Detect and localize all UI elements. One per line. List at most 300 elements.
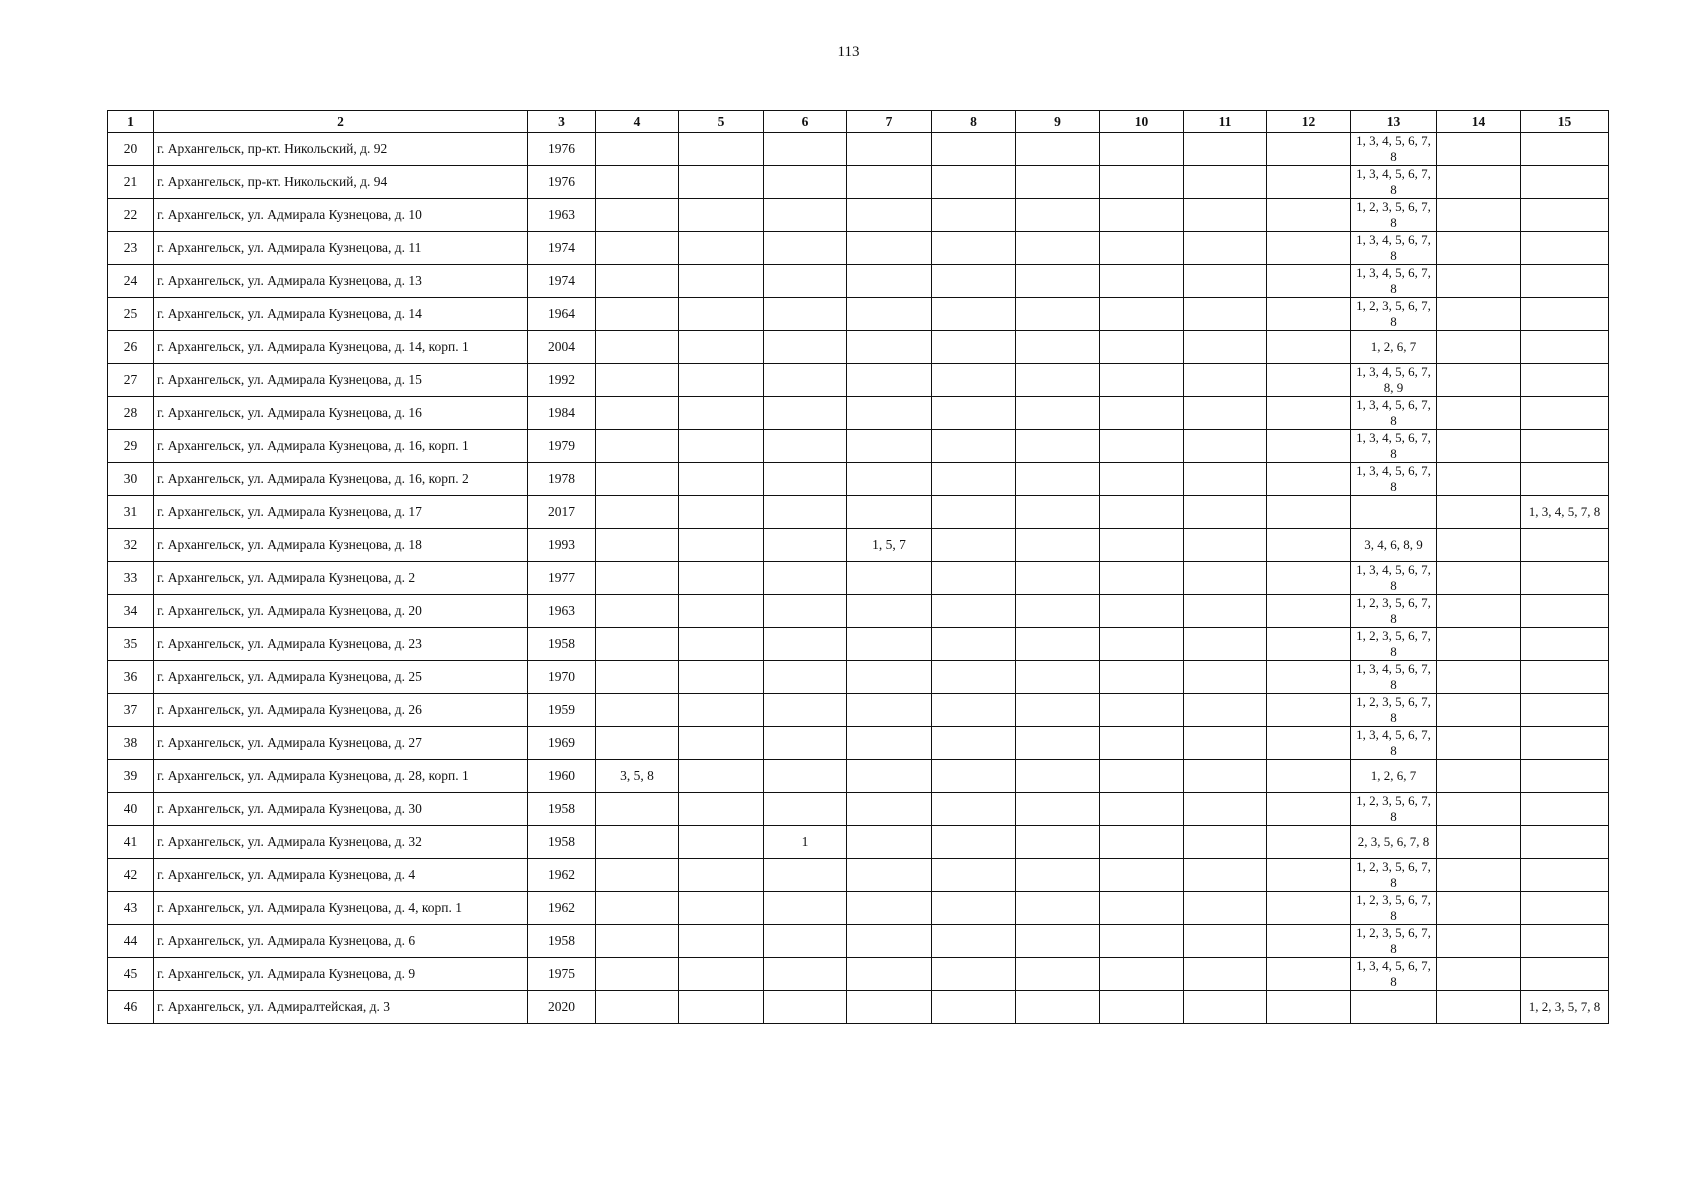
table-row [108, 463, 1609, 496]
cell-address: г. Архангельск, ул. Адмирала Кузнецова, д. 13 [154, 265, 528, 298]
table-row [108, 661, 1609, 694]
cell-c4 [596, 826, 679, 859]
cell-c4 [596, 661, 679, 694]
cell-c15 [1521, 397, 1609, 430]
cell-c13: 1, 2, 3, 5, 6, 7, 8 [1351, 859, 1437, 892]
cell-c9 [1016, 463, 1100, 496]
cell-c12 [1267, 727, 1351, 760]
cell-c9 [1016, 562, 1100, 595]
cell-year: 1979 [528, 430, 596, 463]
cell-c12 [1267, 199, 1351, 232]
cell-year: 1976 [528, 133, 596, 166]
cell-c10 [1100, 793, 1184, 826]
cell-address: г. Архангельск, ул. Адмиралтейская, д. 3 [154, 991, 528, 1024]
cell-c14 [1437, 694, 1521, 727]
cell-c14 [1437, 760, 1521, 793]
cell-address: г. Архангельск, ул. Адмирала Кузнецова, д. 16 [154, 397, 528, 430]
cell-c12 [1267, 232, 1351, 265]
cell-c15 [1521, 562, 1609, 595]
cell-c5 [679, 859, 764, 892]
cell-c11 [1184, 166, 1267, 199]
cell-n: 31 [108, 496, 154, 529]
cell-c6 [764, 595, 847, 628]
cell-c6 [764, 265, 847, 298]
cell-c12 [1267, 265, 1351, 298]
cell-c10 [1100, 166, 1184, 199]
cell-c13: 1, 2, 6, 7 [1351, 760, 1437, 793]
cell-c9 [1016, 859, 1100, 892]
cell-c12 [1267, 793, 1351, 826]
cell-year: 1962 [528, 859, 596, 892]
cell-c15 [1521, 430, 1609, 463]
cell-n: 28 [108, 397, 154, 430]
cell-c8 [932, 628, 1016, 661]
cell-n: 25 [108, 298, 154, 331]
cell-c12 [1267, 364, 1351, 397]
cell-c10 [1100, 265, 1184, 298]
cell-n: 22 [108, 199, 154, 232]
cell-c9 [1016, 166, 1100, 199]
cell-c6 [764, 529, 847, 562]
cell-c11 [1184, 496, 1267, 529]
cell-c11 [1184, 892, 1267, 925]
cell-c7 [847, 430, 932, 463]
cell-c11 [1184, 298, 1267, 331]
cell-c13: 1, 3, 4, 5, 6, 7, 8 [1351, 265, 1437, 298]
cell-c13: 1, 2, 3, 5, 6, 7, 8 [1351, 595, 1437, 628]
cell-c15 [1521, 331, 1609, 364]
cell-c5 [679, 529, 764, 562]
cell-year: 1963 [528, 595, 596, 628]
cell-c11 [1184, 133, 1267, 166]
cell-c14 [1437, 331, 1521, 364]
cell-c15 [1521, 892, 1609, 925]
cell-c13 [1351, 496, 1437, 529]
cell-c13: 1, 3, 4, 5, 6, 7, 8 [1351, 463, 1437, 496]
cell-c14 [1437, 199, 1521, 232]
cell-c6 [764, 760, 847, 793]
header-row [108, 111, 1609, 133]
cell-c5 [679, 694, 764, 727]
cell-c15 [1521, 133, 1609, 166]
cell-c13: 1, 3, 4, 5, 6, 7, 8 [1351, 430, 1437, 463]
cell-c12 [1267, 991, 1351, 1024]
cell-c8 [932, 859, 1016, 892]
cell-c14 [1437, 628, 1521, 661]
cell-c6 [764, 859, 847, 892]
cell-year: 1963 [528, 199, 596, 232]
cell-c11 [1184, 859, 1267, 892]
table-row [108, 430, 1609, 463]
cell-c8 [932, 463, 1016, 496]
cell-c4 [596, 496, 679, 529]
cell-c9 [1016, 133, 1100, 166]
cell-c11 [1184, 595, 1267, 628]
cell-c15 [1521, 760, 1609, 793]
cell-c15 [1521, 199, 1609, 232]
cell-address: г. Архангельск, ул. Адмирала Кузнецова, д. 15 [154, 364, 528, 397]
cell-c14 [1437, 793, 1521, 826]
cell-c6 [764, 298, 847, 331]
cell-n: 42 [108, 859, 154, 892]
cell-c9 [1016, 628, 1100, 661]
cell-c7 [847, 661, 932, 694]
cell-c12 [1267, 859, 1351, 892]
cell-c4 [596, 694, 679, 727]
cell-address: г. Архангельск, ул. Адмирала Кузнецова, д. 4 [154, 859, 528, 892]
cell-c4 [596, 298, 679, 331]
cell-c5 [679, 463, 764, 496]
cell-address: г. Архангельск, ул. Адмирала Кузнецова, д. 17 [154, 496, 528, 529]
cell-c7 [847, 727, 932, 760]
cell-c15 [1521, 298, 1609, 331]
cell-year: 1959 [528, 694, 596, 727]
cell-address: г. Архангельск, ул. Адмирала Кузнецова, д. 18 [154, 529, 528, 562]
cell-year: 1992 [528, 364, 596, 397]
cell-n: 40 [108, 793, 154, 826]
cell-c14 [1437, 364, 1521, 397]
cell-c11 [1184, 463, 1267, 496]
cell-address: г. Архангельск, пр-кт. Никольский, д. 94 [154, 166, 528, 199]
cell-c11 [1184, 562, 1267, 595]
cell-c6 [764, 199, 847, 232]
cell-c9 [1016, 793, 1100, 826]
cell-year: 2004 [528, 331, 596, 364]
cell-c9 [1016, 826, 1100, 859]
cell-c8 [932, 793, 1016, 826]
column-header-8: 8 [932, 111, 1016, 133]
cell-c7 [847, 760, 932, 793]
cell-c14 [1437, 166, 1521, 199]
cell-c11 [1184, 760, 1267, 793]
cell-c7 [847, 826, 932, 859]
cell-c11 [1184, 661, 1267, 694]
cell-c7 [847, 595, 932, 628]
cell-c11 [1184, 694, 1267, 727]
cell-c8 [932, 826, 1016, 859]
cell-c8 [932, 265, 1016, 298]
cell-year: 1978 [528, 463, 596, 496]
cell-c12 [1267, 661, 1351, 694]
cell-c6 [764, 331, 847, 364]
cell-c12 [1267, 463, 1351, 496]
cell-c7 [847, 793, 932, 826]
cell-c8 [932, 661, 1016, 694]
cell-c10 [1100, 496, 1184, 529]
cell-c5 [679, 628, 764, 661]
table-row [108, 958, 1609, 991]
cell-n: 23 [108, 232, 154, 265]
cell-n: 37 [108, 694, 154, 727]
cell-n: 35 [108, 628, 154, 661]
cell-c8 [932, 925, 1016, 958]
cell-c14 [1437, 991, 1521, 1024]
table-row [108, 628, 1609, 661]
cell-c13: 1, 3, 4, 5, 6, 7, 8 [1351, 562, 1437, 595]
cell-address: г. Архангельск, ул. Адмирала Кузнецова, д. 6 [154, 925, 528, 958]
cell-year: 1962 [528, 892, 596, 925]
cell-address: г. Архангельск, ул. Адмирала Кузнецова, д. 11 [154, 232, 528, 265]
cell-c4 [596, 232, 679, 265]
cell-c15 [1521, 661, 1609, 694]
cell-year: 1958 [528, 628, 596, 661]
cell-c7 [847, 892, 932, 925]
cell-c9 [1016, 496, 1100, 529]
cell-c15 [1521, 232, 1609, 265]
cell-c10 [1100, 331, 1184, 364]
column-header-12: 12 [1267, 111, 1351, 133]
cell-c15 [1521, 628, 1609, 661]
cell-year: 1974 [528, 265, 596, 298]
cell-c10 [1100, 760, 1184, 793]
cell-c6 [764, 463, 847, 496]
cell-c9 [1016, 232, 1100, 265]
cell-c10 [1100, 562, 1184, 595]
cell-c10 [1100, 595, 1184, 628]
cell-year: 1958 [528, 925, 596, 958]
cell-c9 [1016, 199, 1100, 232]
column-header-14: 14 [1437, 111, 1521, 133]
cell-c7 [847, 562, 932, 595]
cell-c5 [679, 133, 764, 166]
cell-address: г. Архангельск, ул. Адмирала Кузнецова, д. 30 [154, 793, 528, 826]
cell-c4 [596, 199, 679, 232]
cell-c4 [596, 595, 679, 628]
cell-c10 [1100, 628, 1184, 661]
cell-c9 [1016, 595, 1100, 628]
cell-c4 [596, 859, 679, 892]
cell-c8 [932, 694, 1016, 727]
cell-c5 [679, 430, 764, 463]
cell-c12 [1267, 496, 1351, 529]
cell-c5 [679, 199, 764, 232]
table-row [108, 727, 1609, 760]
column-header-6: 6 [764, 111, 847, 133]
cell-c11 [1184, 364, 1267, 397]
cell-c13: 1, 2, 3, 5, 6, 7, 8 [1351, 298, 1437, 331]
cell-n: 32 [108, 529, 154, 562]
cell-year: 1969 [528, 727, 596, 760]
cell-c11 [1184, 265, 1267, 298]
column-header-2: 2 [154, 111, 528, 133]
cell-c14 [1437, 133, 1521, 166]
column-header-15: 15 [1521, 111, 1609, 133]
cell-c6 [764, 793, 847, 826]
cell-c9 [1016, 958, 1100, 991]
cell-c6 [764, 166, 847, 199]
table-row [108, 496, 1609, 529]
cell-c14 [1437, 661, 1521, 694]
cell-c4 [596, 331, 679, 364]
cell-c8 [932, 727, 1016, 760]
cell-c7 [847, 958, 932, 991]
cell-c4 [596, 364, 679, 397]
cell-c7 [847, 463, 932, 496]
cell-c15 [1521, 595, 1609, 628]
column-header-11: 11 [1184, 111, 1267, 133]
cell-n: 39 [108, 760, 154, 793]
cell-c11 [1184, 430, 1267, 463]
cell-c13: 1, 2, 3, 5, 6, 7, 8 [1351, 694, 1437, 727]
cell-address: г. Архангельск, ул. Адмирала Кузнецова, д. 14, корп. 1 [154, 331, 528, 364]
cell-c13: 3, 4, 6, 8, 9 [1351, 529, 1437, 562]
cell-year: 2017 [528, 496, 596, 529]
cell-c13: 1, 2, 3, 5, 6, 7, 8 [1351, 925, 1437, 958]
cell-c9 [1016, 430, 1100, 463]
cell-n: 29 [108, 430, 154, 463]
cell-n: 30 [108, 463, 154, 496]
cell-c15 [1521, 859, 1609, 892]
cell-year: 1960 [528, 760, 596, 793]
cell-c14 [1437, 430, 1521, 463]
cell-n: 26 [108, 331, 154, 364]
cell-c5 [679, 826, 764, 859]
cell-year: 1974 [528, 232, 596, 265]
cell-c15 [1521, 265, 1609, 298]
cell-c9 [1016, 298, 1100, 331]
cell-c10 [1100, 727, 1184, 760]
cell-c4 [596, 958, 679, 991]
cell-c14 [1437, 958, 1521, 991]
cell-c11 [1184, 199, 1267, 232]
cell-c14 [1437, 562, 1521, 595]
cell-c13: 1, 3, 4, 5, 6, 7, 8 [1351, 166, 1437, 199]
cell-c10 [1100, 859, 1184, 892]
cell-c15: 1, 2, 3, 5, 7, 8 [1521, 991, 1609, 1024]
cell-address: г. Архангельск, ул. Адмирала Кузнецова, д. 25 [154, 661, 528, 694]
cell-c15: 1, 3, 4, 5, 7, 8 [1521, 496, 1609, 529]
cell-c6 [764, 694, 847, 727]
cell-c10 [1100, 397, 1184, 430]
cell-c6 [764, 496, 847, 529]
table-row [108, 397, 1609, 430]
cell-c4 [596, 562, 679, 595]
cell-c10 [1100, 133, 1184, 166]
cell-c6 [764, 661, 847, 694]
cell-c11 [1184, 826, 1267, 859]
cell-c5 [679, 793, 764, 826]
cell-address: г. Архангельск, ул. Адмирала Кузнецова, д. 4, корп. 1 [154, 892, 528, 925]
cell-c14 [1437, 232, 1521, 265]
cell-c8 [932, 133, 1016, 166]
cell-year: 1977 [528, 562, 596, 595]
cell-c13: 1, 2, 6, 7 [1351, 331, 1437, 364]
cell-c8 [932, 166, 1016, 199]
page-number: 113 [837, 44, 860, 60]
cell-c15 [1521, 364, 1609, 397]
cell-c13: 1, 3, 4, 5, 6, 7, 8 [1351, 661, 1437, 694]
cell-c6 [764, 397, 847, 430]
cell-c12 [1267, 133, 1351, 166]
housing-table [107, 110, 1609, 1024]
table-row [108, 826, 1609, 859]
cell-c15 [1521, 166, 1609, 199]
cell-c13: 1, 3, 4, 5, 6, 7, 8 [1351, 232, 1437, 265]
cell-address: г. Архангельск, ул. Адмирала Кузнецова, д. 27 [154, 727, 528, 760]
table-row [108, 331, 1609, 364]
cell-c10 [1100, 826, 1184, 859]
cell-c11 [1184, 397, 1267, 430]
table-row [108, 694, 1609, 727]
cell-c9 [1016, 925, 1100, 958]
table-row [108, 991, 1609, 1024]
cell-c12 [1267, 892, 1351, 925]
cell-c4 [596, 628, 679, 661]
cell-c9 [1016, 892, 1100, 925]
table-body [108, 133, 1609, 1024]
cell-c7 [847, 133, 932, 166]
cell-c5 [679, 397, 764, 430]
cell-c12 [1267, 298, 1351, 331]
cell-c14 [1437, 595, 1521, 628]
cell-n: 34 [108, 595, 154, 628]
cell-c8 [932, 991, 1016, 1024]
cell-c5 [679, 331, 764, 364]
cell-c12 [1267, 694, 1351, 727]
cell-year: 1993 [528, 529, 596, 562]
cell-c5 [679, 892, 764, 925]
cell-c9 [1016, 364, 1100, 397]
cell-c12 [1267, 628, 1351, 661]
cell-c13 [1351, 991, 1437, 1024]
cell-c13: 1, 2, 3, 5, 6, 7, 8 [1351, 199, 1437, 232]
cell-c7 [847, 232, 932, 265]
cell-c14 [1437, 265, 1521, 298]
cell-address: г. Архангельск, ул. Адмирала Кузнецова, д. 9 [154, 958, 528, 991]
cell-c5 [679, 265, 764, 298]
cell-c10 [1100, 430, 1184, 463]
cell-c8 [932, 562, 1016, 595]
cell-c8 [932, 199, 1016, 232]
cell-c12 [1267, 166, 1351, 199]
table-row [108, 892, 1609, 925]
cell-c10 [1100, 364, 1184, 397]
cell-c6 [764, 562, 847, 595]
cell-c9 [1016, 397, 1100, 430]
cell-c5 [679, 760, 764, 793]
cell-c4 [596, 793, 679, 826]
cell-c5 [679, 661, 764, 694]
table-row [108, 760, 1609, 793]
cell-c14 [1437, 727, 1521, 760]
cell-c7 [847, 925, 932, 958]
cell-c12 [1267, 529, 1351, 562]
cell-c7 [847, 199, 932, 232]
cell-c12 [1267, 397, 1351, 430]
table-row [108, 166, 1609, 199]
cell-c14 [1437, 859, 1521, 892]
cell-c14 [1437, 892, 1521, 925]
column-header-10: 10 [1100, 111, 1184, 133]
cell-c7: 1, 5, 7 [847, 529, 932, 562]
table-row [108, 199, 1609, 232]
cell-c5 [679, 595, 764, 628]
cell-c7 [847, 859, 932, 892]
cell-n: 43 [108, 892, 154, 925]
cell-address: г. Архангельск, ул. Адмирала Кузнецова, д. 28, корп. 1 [154, 760, 528, 793]
cell-c8 [932, 892, 1016, 925]
column-header-1: 1 [108, 111, 154, 133]
cell-n: 38 [108, 727, 154, 760]
cell-c7 [847, 298, 932, 331]
cell-c13: 1, 3, 4, 5, 6, 7, 8 [1351, 958, 1437, 991]
cell-c13: 1, 3, 4, 5, 6, 7, 8, 9 [1351, 364, 1437, 397]
cell-c13: 1, 2, 3, 5, 6, 7, 8 [1351, 628, 1437, 661]
table-row [108, 925, 1609, 958]
cell-c8 [932, 496, 1016, 529]
cell-c8 [932, 430, 1016, 463]
column-header-4: 4 [596, 111, 679, 133]
